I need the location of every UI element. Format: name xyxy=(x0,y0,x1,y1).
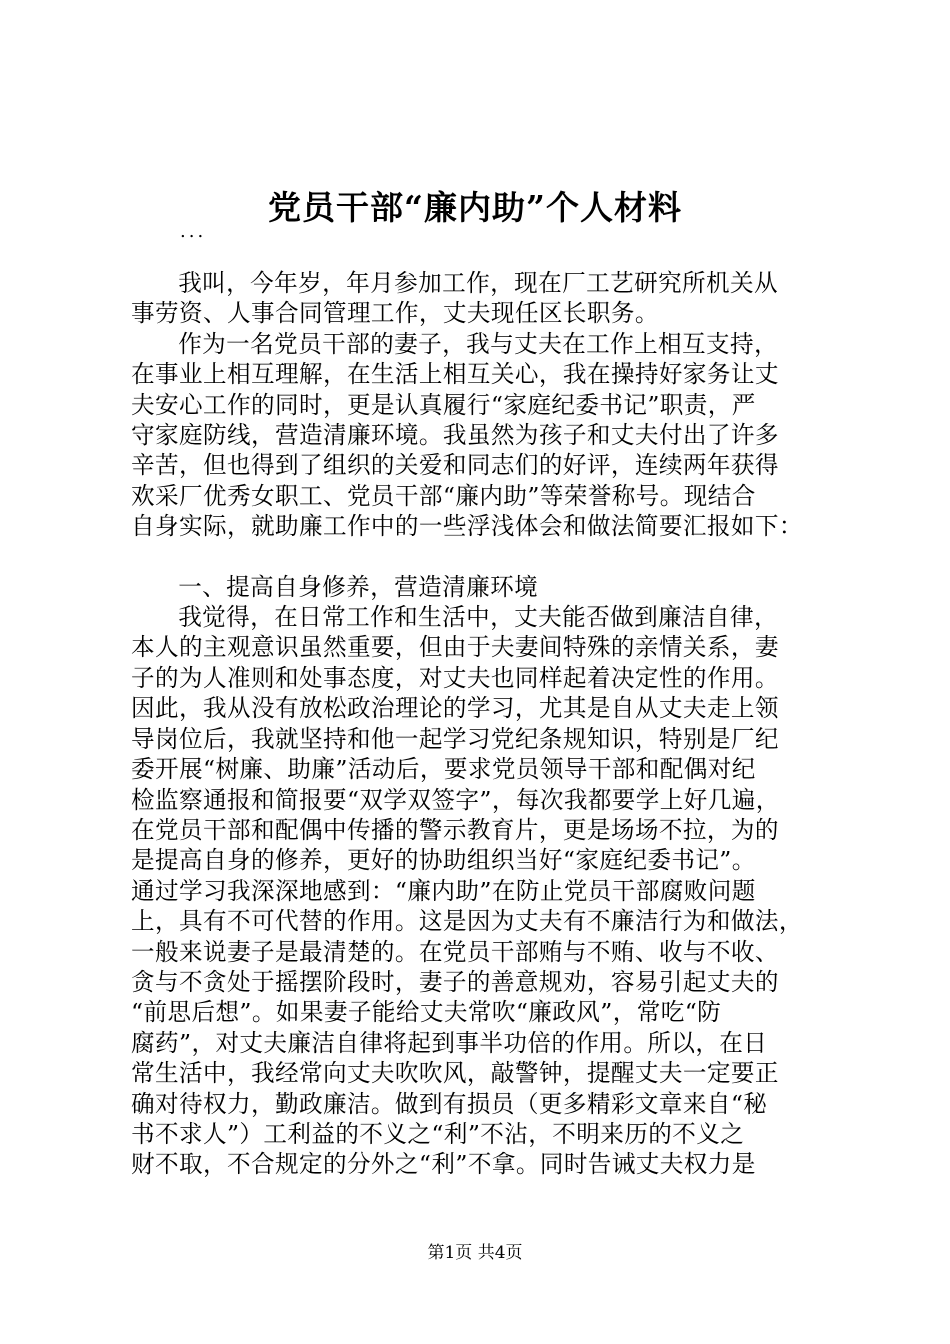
paragraph-section-one: 我觉得，在日常工作和生活中，丈夫能否做到廉洁自律， 本人的主观意识虽然重要，但由于夫妻间特殊的亲情关系，妻 子的为人准则和处事态度，对丈夫也同样起着决定性的作用。 因此，我从没有放松政治理论的学习，尤其是自从丈夫走上领 导岗位后，我就坚持和他一起学习党纪条规知识，特别是厂纪 委开展“树廉、助廉”活动后，要求党员领导干部和配偶对纪 检监察通报和简报要“双学双签字”，每次我都要学上好几遍， 在党员干部和配偶中传播的警示教育片，更是场场不拉，为的 是提高自身的修养，更好的协助组织当好“家庭纪委书记”。 通过学习我深深地感到：“廉内助”在防止党员干部腐败问题 上，具有不可代替的作用。这是因为丈夫有不廉洁行为和做法， 一般来说妻子是最清楚的。在党员干部贿与不贿、收与不收、 贪与不贪处于摇摆阶段时，妻子的善意规劝，容易引起丈夫的 “前思后想”。如果妻子能给丈夫常吹“廉政风”，常吃“防 腐药”，对丈夫廉洁自律将起到事半功倍的作用。所以，在日 常生活中，我经常向丈夫吹吹风，敲警钟，提醒丈夫一定要正 确对待权力，勤政廉洁。做到有损员（更多精彩文章来自“秘 书不求人”）工利益的不义之“利”不沾，不明来历的不义之 财不取，不合规定的分外之“利”不拿。同时告诫丈夫权力是 xyxy=(131,603,803,1179)
section-heading: 一、提高自身修养，营造清廉环境 xyxy=(178,572,539,601)
page-number-footer: 第1页 共4页 xyxy=(427,1243,523,1263)
paragraph-intro: 我叫，今年岁，年月参加工作，现在厂工艺研究所机关从 事劳资、人事合同管理工作，丈夫现任区长职务。 xyxy=(131,269,779,328)
ellipsis-marker: ... xyxy=(180,221,207,242)
document-body xyxy=(131,268,847,1180)
document-title: 党员干部“廉内助”个人材料 xyxy=(268,188,682,227)
paragraph-role: 作为一名党员干部的妻子，我与丈夫在工作上相互支持， 在事业上相互理解，在生活上相互关心，我在操持好家务让丈 夫安心工作的同时，更是认真履行“家庭纪委书记”职责，严 守家庭防线，营造清廉环境。我虽然为孩子和丈夫付出了许多 辛苦，但也得到了组织的关爱和同志们的好评，连续两年获得 欢采厂优秀女职工、党员干部“廉内助”等荣誉称号。现结合 自身实际，就助廉工作中的一些浮浅体会和做法简要汇报如下： xyxy=(131,329,803,541)
